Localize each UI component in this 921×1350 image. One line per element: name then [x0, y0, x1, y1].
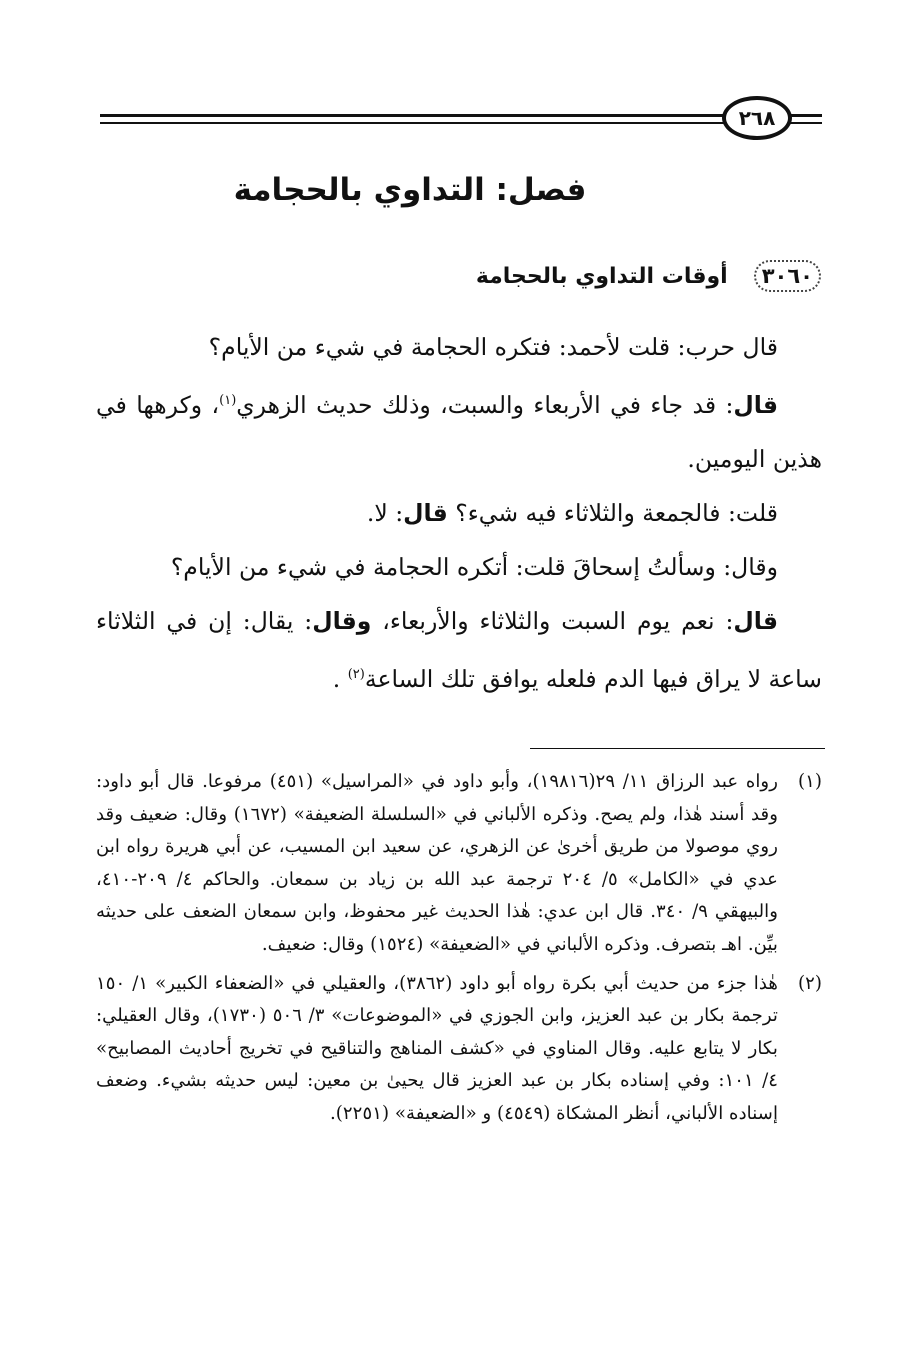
header-rule-end [790, 114, 822, 124]
entry-number: ٣٠٦٠ [754, 260, 821, 292]
section-title: فصل: التداوي بالحجامة [233, 172, 587, 208]
footnote-number: (١) [798, 771, 822, 792]
speaker-label: وقال [312, 606, 372, 635]
footnotes [96, 766, 822, 1131]
paragraph-4: وقال: وسألتُ إسحاقَ قلت: أتكره الحجامة في شيء من الأيام؟ [170, 552, 778, 581]
footnote-ref-2[interactable]: (٢) [347, 666, 365, 682]
footnote-2 [96, 968, 822, 1131]
page-number: ٢٦٨ [738, 106, 776, 130]
footnote-1 [96, 766, 822, 962]
paragraph-1: قال حرب: قلت لأحمد: فتكره الحجامة في شيء من الأيام؟ [208, 333, 778, 361]
footnote-text: رواه عبد الرزاق ١١/ ٢٩(١٩٨١٦)، وأبو داود في «المراسيل» (٤٥١) مرفوعا. قال أبو داود: وقد أسند هٰذا، ولم يصح. وذكره الألباني في «السلسلة الضعيفة» (١٦٧٢) وقال: ضعيف وقد روي موصولا من طريق أخرىٰ عن الزهري، عن سعيد ابن المسيب، عن أبي هريرة رواه ابن عدي في «الكامل» ٥/ ٢٠٤ ترجمة عبد الله بن زياد بن سمعان. والحاكم ٤/ ٢٠٩-٤١٠، والبيهقي ٩/ ٣٤٠. قال ابن عدي: هٰذا الحديث غير محفوظ، وابن سمعان الضعف على حديثه بيِّن. اهـ بتصرف. وذكره الألباني في «الضعيفة» (١٥٢٤) وقال: ضعيف. [96, 771, 779, 955]
paragraph-2: قال: قد جاء في الأربعاء والسبت، وذلك حديث الزهري$^{(١)}$، وكرهها في هذين اليومين. [96, 390, 822, 473]
speaker-label: قال [733, 606, 778, 635]
speaker-label: قال [403, 498, 448, 527]
footnote-ref-1[interactable]: (١) [219, 393, 237, 408]
footnote-text: هٰذا جزء من حديث أبي بكرة رواه أبو داود (٣٨٦٢)، والعقيلي في «الضعفاء الكبير» ١/ ١٥٠ ترجمة بكار بن عبد العزيز، وابن الجوزي في «الموضوعات» ٣/ ٥٠٦ (١٧٣٠)، وقال العقيلي: بكار لا يتابع عليه. وقال المناوي في «كشف المناهج والتناقيح في تخريج أحاديث المصابيح» ٤/ ١٠١: وفي إسناده بكار بن عبد العزيز قال يحيىٰ بن معين: ليس حديثه بشيء. وضعف إسناده الألباني، أنظر المشكاة (٤٥٤٩) و «الضعيفة» (٢٢٥١). [96, 972, 778, 1124]
paragraph-5: قال: نعم يوم السبت والثلاثاء والأربعاء، وقال: يقال: إن في الثلاثاء ساعة لا يراق فيها الدم فلعله يوافق تلك الساعة$^{(٢)}$ . [96, 606, 822, 693]
footnote-separator [530, 748, 825, 749]
entry-heading [201, 260, 821, 292]
footnote-number: (٢) [798, 972, 822, 994]
main-text [96, 320, 822, 706]
header-rule [100, 114, 725, 124]
paragraph-3: قلت: فالجمعة والثلاثاء فيه شيء؟ قال: لا. [366, 498, 778, 527]
page-number-badge [722, 96, 792, 140]
speaker-label: قال [733, 390, 779, 419]
entry-title: أوقات التداوي بالحجامة [475, 263, 728, 289]
